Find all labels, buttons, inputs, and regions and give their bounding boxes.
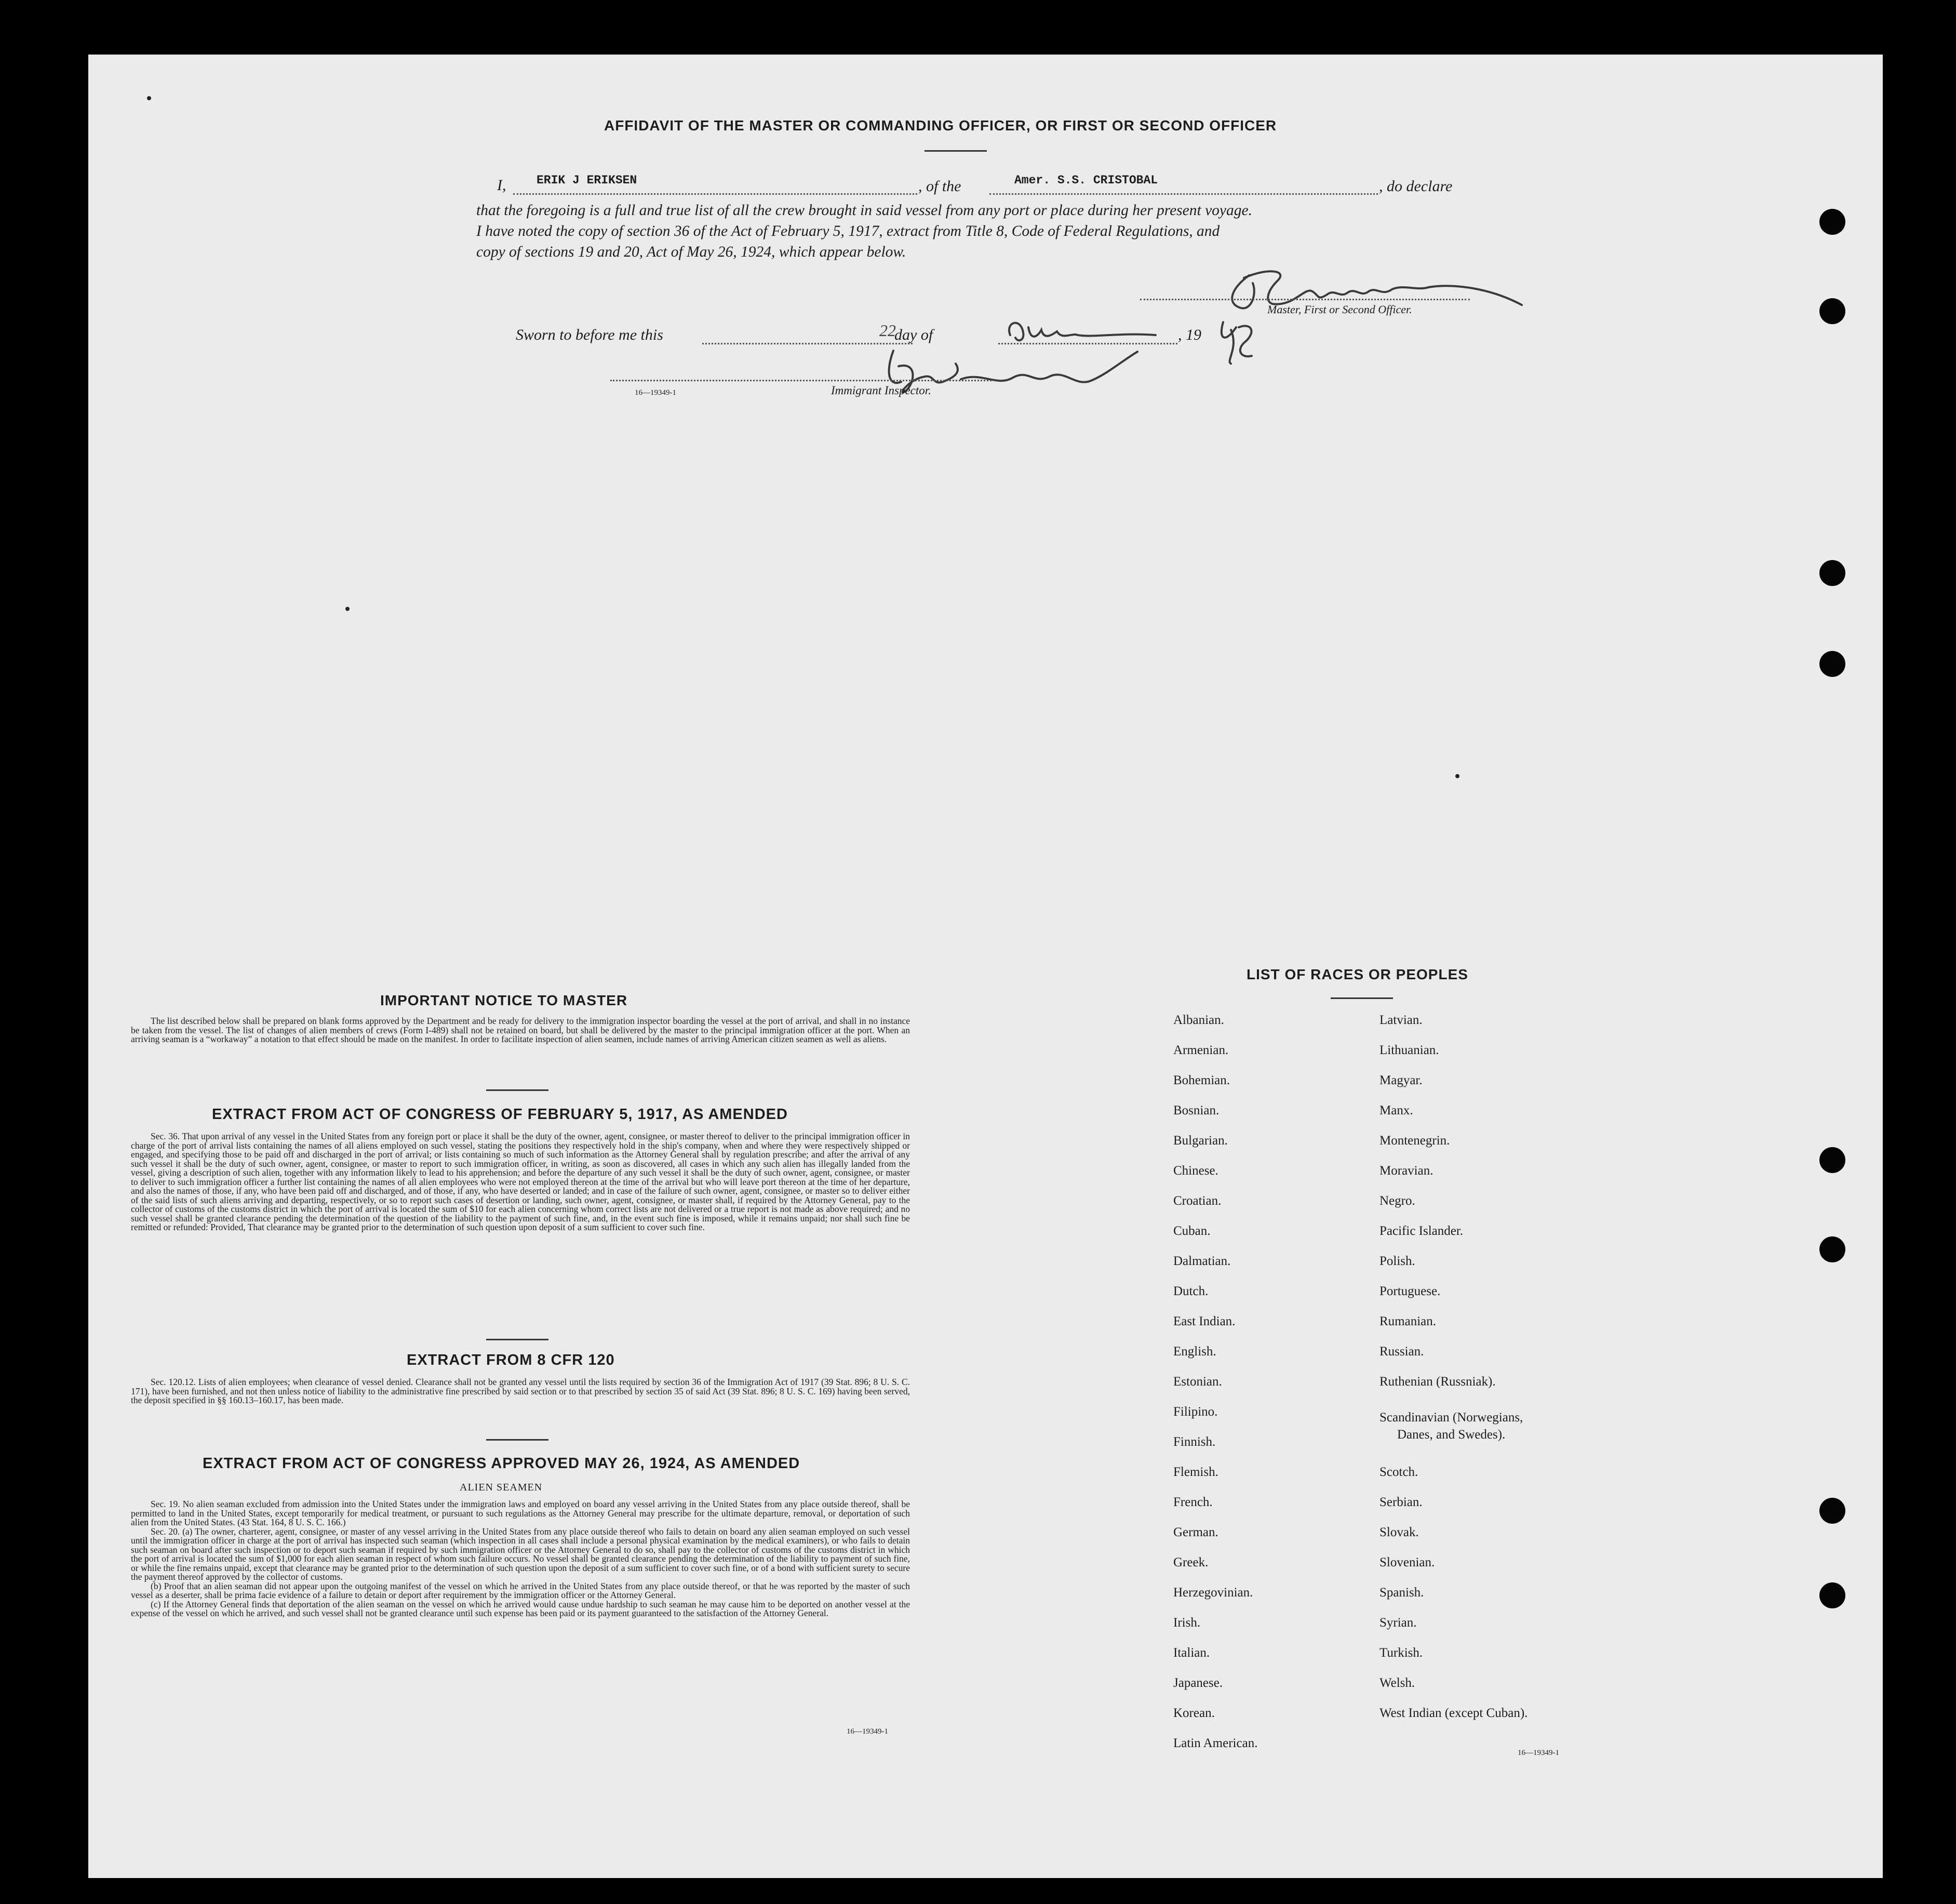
race-item: Dutch.	[1173, 1284, 1209, 1298]
notice-paragraph: The list described below shall be prepared on blank forms approved by the Department and be ready for delivery to the immigration inspector boarding the vessel at the port of arrival, and shall in no instance be taken from the vessel. The list of changes of alien members of crews (Form I-489) shall not be retained on board, but shall be delivered by the master to the principal immigration officer at the port. When an arriving seaman is a “workaway” a notation to that effect should be made on the manifest. In order to facilitate inspection of alien seamen, include names of arriving American citizen seamen as well as aliens.	[131, 1016, 910, 1044]
scan-speck	[1455, 774, 1459, 778]
day-label: day of	[894, 326, 933, 343]
race-item: Flemish.	[1173, 1465, 1218, 1479]
extract-8cfr-rule	[486, 1439, 548, 1441]
inspector-signature-line	[610, 380, 995, 381]
race-item: Moravian.	[1379, 1164, 1433, 1178]
race-item: Greek.	[1173, 1555, 1209, 1569]
race-item: Scotch.	[1379, 1465, 1418, 1479]
race-item: Latin American.	[1173, 1736, 1258, 1750]
races-right-column	[1379, 1005, 1528, 1728]
day-value: 22	[879, 321, 896, 340]
extract-1917-rule	[486, 1339, 548, 1340]
race-item: Spanish.	[1379, 1586, 1424, 1600]
binder-hole	[1819, 298, 1845, 324]
races-form-number: 16—19349-1	[1518, 1749, 1559, 1757]
master-signature-line	[1140, 299, 1470, 300]
race-item: Bulgarian.	[1173, 1134, 1228, 1148]
race-item: Herzegovinian.	[1173, 1586, 1253, 1600]
vessel-line	[989, 193, 1378, 195]
race-item: Filipino.	[1173, 1405, 1218, 1419]
binder-hole	[1819, 1498, 1845, 1524]
extract-8cfr-text	[131, 1378, 910, 1405]
extract-1924-title: EXTRACT FROM ACT OF CONGRESS APPROVED MAY 26, 1924, AS AMENDED	[203, 1455, 800, 1472]
race-item: Albanian.	[1173, 1013, 1224, 1027]
inspector-caption: Immigrant Inspector.	[831, 384, 931, 397]
race-item: Cuban.	[1173, 1224, 1211, 1238]
race-item: Serbian.	[1379, 1495, 1423, 1509]
race-item: Pacific Islander.	[1379, 1224, 1464, 1238]
notice-text	[131, 1017, 910, 1044]
binder-hole	[1819, 560, 1845, 586]
binder-hole	[1819, 1582, 1845, 1608]
section-120-12-paragraph: Sec. 120.12. Lists of alien employees; when clearance of vessel denied. Clearance shall not be granted any vessel until the lists required by section 36 of the Immigration Act of 1917 (39 Stat. 896; 8 U. S. C. 171), have been furnished, and not then unless notice of liability to the administrative fine prescribed by said section or to that prescribed by section 35 of said Act (39 Stat. 896; 8 U. S. C. 169) having been served, the deposit specified in §§ 160.13–160.17, has been made.	[131, 1377, 910, 1405]
scan-speck	[345, 607, 350, 611]
master-name-line	[513, 193, 917, 195]
race-item: Turkish.	[1379, 1646, 1423, 1660]
races-title: LIST OF RACES OR PEOPLES	[1247, 966, 1468, 982]
affidavit-body-line: I have noted the copy of section 36 of the Act of February 5, 1917, extract from Title 8, Code of Federal Regulations, and	[476, 223, 1220, 239]
notice-title: IMPORTANT NOTICE TO MASTER	[380, 992, 628, 1008]
extract-8cfr-title: EXTRACT FROM 8 CFR 120	[407, 1352, 615, 1368]
race-item: Slovenian.	[1379, 1555, 1435, 1569]
race-item: Estonian.	[1173, 1375, 1222, 1389]
race-item: West Indian (except Cuban).	[1379, 1706, 1528, 1720]
section-20c-paragraph: (c) If the Attorney General finds that deportation of the alien seaman on the vessel on which he arrived would cause undue hardship to such seaman he may cause him to be deported on another vessel at the expense of the vessel on which he arrived, and such vessel shall not be granted clearance until such expense has been paid or its payment guaranteed to the satisfaction of the Attorney General.	[131, 1599, 910, 1618]
binder-hole	[1819, 651, 1845, 677]
race-item: French.	[1173, 1495, 1213, 1509]
section-20a-paragraph: Sec. 20. (a) The owner, charterer, agent, consignee, or master of any vessel arriving in the United States from any place outside thereof who fails to detain on board any alien seaman employed on such vessel until the immigration officer in charge at the port of arrival has inspected such seaman (which inspection in all cases shall include a personal physical examination by the medical examiners), or who fails to detain such seaman on board after such inspection or to deport such seaman if required by such immigration officer or the Attorney General to do so, shall pay to the collector of customs of the customs district in which the port of arrival is located the sum of $1,000 for each alien seaman in respect of whom such failure occurs. No vessel shall be granted clearance pending the determination of the liability to payment of such fine, or while the fine remains unpaid, except that clearance may be granted prior to the determination of such question upon the deposit of a sum sufficient to cover such fine, or of a bond with sufficient surety to secure the payment thereof approved by the collector of customs.	[131, 1526, 910, 1582]
year-handwriting	[1215, 312, 1262, 369]
race-item: Bohemian.	[1173, 1073, 1230, 1087]
master-name-field: ERIK J ERIKSEN	[537, 174, 637, 187]
extract-1917-text	[131, 1132, 910, 1232]
declaration-line	[497, 177, 506, 194]
race-item: English.	[1173, 1344, 1216, 1359]
race-item: Montenegrin.	[1379, 1134, 1450, 1148]
race-item: Danes, and Swedes).	[1397, 1428, 1506, 1442]
race-item: Korean.	[1173, 1706, 1215, 1720]
race-item: Irish.	[1173, 1616, 1201, 1630]
section-19-paragraph: Sec. 19. No alien seaman excluded from admission into the United States under the immigration laws and employed on board any vessel arriving in the United States from any place outside thereof, shall be permitted to land in the United States, except temporarily for medical treatment, or pursuant to such regulations as the Attorney General may prescribe for the ultimate departure, removal, or deportation of such alien from the United States. (43 Stat. 164, 8 U. S. C. 166.)	[131, 1499, 910, 1527]
vessel-field: Amer. S.S. CRISTOBAL	[1014, 174, 1158, 187]
race-item: East Indian.	[1173, 1314, 1236, 1328]
binder-hole	[1819, 209, 1845, 235]
binder-hole	[1819, 1236, 1845, 1262]
affidavit-body-line: that the foregoing is a full and true list of all the crew brought in said vessel from any port or place during her present voyage.	[476, 202, 1252, 219]
do-declare-label: , do declare	[1379, 178, 1453, 195]
of-the-label: , of the	[918, 178, 961, 195]
race-item: Manx.	[1379, 1103, 1413, 1117]
race-item: Croatian.	[1173, 1194, 1222, 1208]
race-item: Lithuanian.	[1379, 1043, 1439, 1057]
race-item: Magyar.	[1379, 1073, 1423, 1087]
race-item: Dalmatian.	[1173, 1254, 1231, 1268]
section-36-paragraph: Sec. 36. That upon arrival of any vessel in the United States from any foreign port or place it shall be the duty of the owner, agent, consignee, or master thereof to deliver to the principal immigration officer in charge of the port of arrival lists containing the names of all aliens employed on such vessel, stating the positions they respectively hold in the ship's company, when and where they were respectively shipped or engaged, and specifying those to be paid off and discharged in the port of arrival; or lists containing so much of such information as the Attorney General shall by regulation prescribe; and after the arrival of any such vessel it shall be the duty of such owner, agent, consignee, or master to report to such immigration officer, in writing, as soon as discovered, all cases in which any such alien has illegally landed from the vessel, giving a description of such alien, together with any information likely to lead to his apprehension; and before the departure of any such vessel it shall be the duty of such owner, agent, consignee, or master to deliver to such immigration officer a further list containing the names of all alien employees who were not employed thereon at the time of the arrival but who will leave port thereon at the time of her departure, and also the names of those, if any, who have been paid off and discharged, and of those, if any, who have deserted or landed; and in case of the failure of such owner, agent, consignee, or master so to deliver either of the said lists of such aliens arriving and departing, respectively, or so to report such cases of desertion or landing, such owner, agent, consignee, or master shall, if required by the Attorney General, pay to the collector of customs of the customs district in which the port of arrival is located the sum of $10 for each alien concerning whom correct lists are not delivered or a true report is not made as above required; and no such vessel shall be granted clearance pending the determination of the question of the liability to the payment of such fine, and, in the event such fine is imposed, while it remains unpaid; nor shall such fine be remitted or refunded: Provided, That clearance may be granted prior to the determination of such question upon deposit of a sum sufficient to cover such fine.	[131, 1131, 910, 1232]
race-item: German.	[1173, 1525, 1218, 1539]
affidavit-body-line: copy of sections 19 and 20, Act of May 26, 1924, which appear below.	[476, 244, 906, 260]
race-item: Polish.	[1379, 1254, 1415, 1268]
race-item: Welsh.	[1379, 1676, 1415, 1690]
races-left-column	[1173, 1005, 1257, 1759]
race-item: Russian.	[1379, 1344, 1424, 1359]
scan-speck	[147, 96, 151, 100]
race-item: Armenian.	[1173, 1043, 1229, 1057]
binder-hole	[1819, 1147, 1845, 1173]
extract-form-number: 16—19349-1	[847, 1727, 888, 1736]
race-item: Rumanian.	[1379, 1314, 1437, 1328]
race-item: Italian.	[1173, 1646, 1210, 1660]
section-20b-paragraph: (b) Proof that an alien seaman did not appear upon the outgoing manifest of the vessel on which he arrived in the United States from any place outside thereof, or that he was reported by the master of such vessel as a deserter, shall be prima facie evidence of a failure to detain or deport after requirement by the immigration officer or the Attorney General.	[131, 1580, 910, 1600]
race-item: Japanese.	[1173, 1676, 1223, 1690]
pronoun-label: I,	[497, 177, 506, 194]
title-rule	[925, 150, 987, 152]
alien-seamen-subtitle: ALIEN SEAMEN	[460, 1482, 543, 1493]
affidavit-title: AFFIDAVIT OF THE MASTER OR COMMANDING OFFICER, OR FIRST OR SECOND OFFICER	[604, 117, 1277, 134]
race-item: Slovak.	[1379, 1525, 1419, 1539]
race-item: Finnish.	[1173, 1435, 1216, 1449]
sworn-label: Sworn to before me this	[516, 326, 663, 343]
race-item: Negro.	[1379, 1194, 1415, 1208]
extract-1924-text	[131, 1500, 910, 1618]
year-prefix: , 19	[1178, 326, 1201, 343]
affidavit-form-number: 16—19349-1	[635, 389, 676, 397]
race-item: Syrian.	[1379, 1616, 1417, 1630]
race-item: Latvian.	[1379, 1013, 1423, 1027]
race-item: Scandinavian (Norwegians,	[1379, 1410, 1523, 1424]
master-caption: Master, First or Second Officer.	[1267, 303, 1412, 316]
races-rule	[1331, 997, 1393, 999]
extract-1917-title: EXTRACT FROM ACT OF CONGRESS OF FEBRUARY 5, 1917, AS AMENDED	[212, 1106, 788, 1123]
notice-rule	[486, 1089, 548, 1091]
race-item: Ruthenian (Russniak).	[1379, 1375, 1496, 1389]
race-item: Chinese.	[1173, 1164, 1218, 1178]
race-item: Bosnian.	[1173, 1103, 1220, 1117]
race-item: Portuguese.	[1379, 1284, 1441, 1298]
